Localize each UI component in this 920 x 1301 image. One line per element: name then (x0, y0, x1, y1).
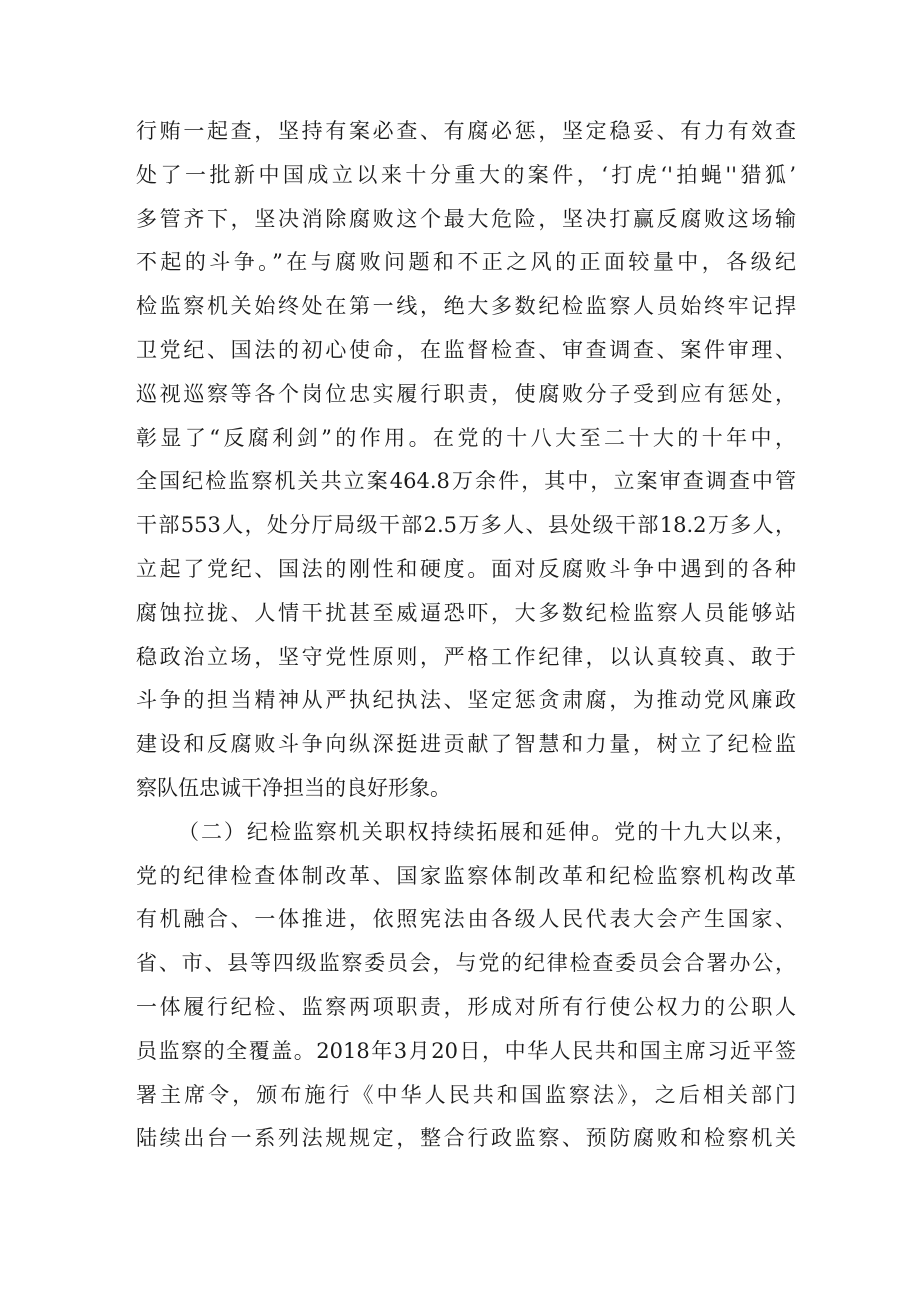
text-line: 多管齐下，坚决消除腐败这个最大危险，坚决打赢反腐败这场输 (136, 206, 796, 231)
body-text (136, 110, 796, 1161)
text-line: 署主席令，颁布施行《中华人民共和国监察法》，之后相关部门 (136, 1082, 796, 1107)
text-line: 省、市、县等四级监察委员会，与党的纪律检查委员会合署办公， (136, 951, 796, 976)
text-line: 巡视巡察等各个岗位忠实履行职责，使腐败分子受到应有惩处， (136, 381, 796, 406)
text-line: 有机融合、一体推进，依照宪法由各级人民代表大会产生国家、 (136, 907, 796, 932)
text-line: 党的纪律检查体制改革、国家监察体制改革和纪检监察机构改革 (136, 863, 796, 888)
text-line: 建设和反腐败斗争向纵深挺进贡献了智慧和力量，树立了纪检监 (136, 732, 796, 757)
text-line: 行贿一起查，坚持有案必查、有腐必惩，坚定稳妥、有力有效查 (136, 119, 796, 143)
text-line: 员监察的全覆盖。2018年3月20日，中华人民共和国主席习近平签 (136, 1038, 796, 1063)
text-line: 不起的斗争。”在与腐败问题和不正之风的正面较量中，各级纪 (136, 250, 796, 275)
section-heading-line: （二）纪检监察机关职权持续拓展和延伸。党的十九大以来， (178, 819, 796, 844)
text-line: 处了一批新中国成立以来十分重大的案件，‘打虎‘'拍蝇''猎狐’ (136, 162, 796, 187)
text-line: 干部553人，处分厅局级干部2.5万多人、县处级干部18.2万多人， (136, 513, 796, 538)
text-line: 彰显了“反腐利剑”的作用。在党的十八大至二十大的十年中， (136, 425, 796, 450)
text-line: 一体履行纪检、监察两项职责，形成对所有行使公权力的公职人 (136, 994, 796, 1019)
text-line: 察队伍忠诚干净担当的良好形象。 (136, 775, 451, 800)
text-line: 卫党纪、国法的初心使命，在监督检查、审查调查、案件审理、 (136, 337, 796, 362)
text-line: 陆续出台一系列法规规定，整合行政监察、预防腐败和检察机关 (136, 1126, 796, 1151)
text-line: 斗争的担当精神从严执纪执法、坚定惩贪肃腐，为推动党风廉政 (136, 688, 796, 713)
paragraph-1 (136, 110, 796, 811)
text-line: 检监察机关始终处在第一线，绝大多数纪检监察人员始终牢记捍 (136, 294, 796, 319)
text-line: 立起了党纪、国法的刚性和硬度。面对反腐败斗争中遇到的各种 (136, 556, 796, 581)
text-line: 稳政治立场，坚守党性原则，严格工作纪律，以认真较真、敢于 (136, 644, 796, 669)
text-line: 腐蚀拉拢、人情干扰甚至威逼恐吓，大多数纪检监察人员能够站 (136, 600, 796, 625)
paragraph-2 (136, 811, 796, 1161)
text-line: 全国纪检监察机关共立案464.8万余件，其中，立案审查调查中管 (136, 469, 796, 494)
